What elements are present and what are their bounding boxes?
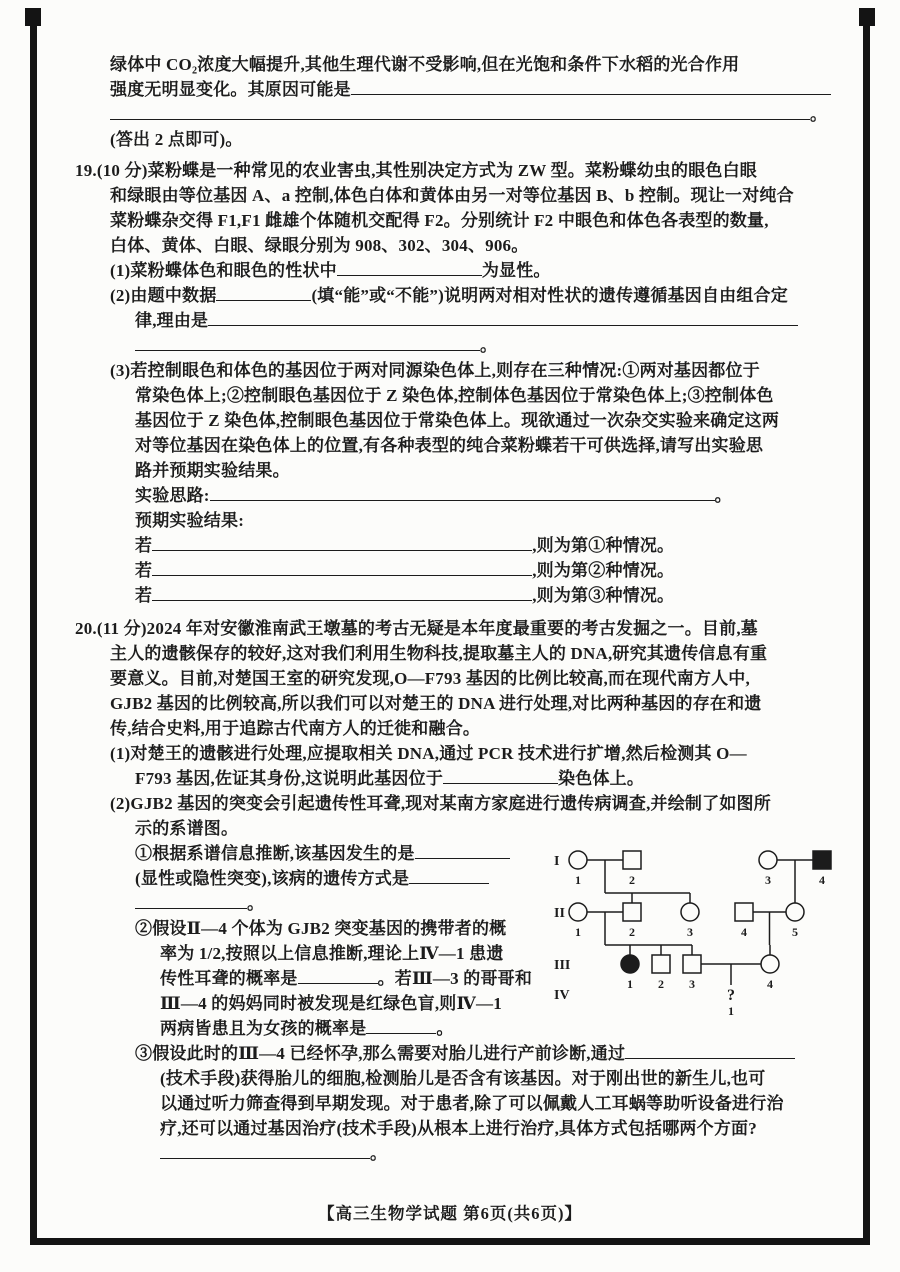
text-run: GJB2 基因的比例较高,所以我们可以对楚王的 DNA 进行处理,对比两种基因的存在和遗: [110, 694, 762, 713]
doc-line: [75, 1141, 845, 1166]
text-run: (答出 2 点即可)。: [110, 130, 243, 149]
text-run: 示的系谱图。: [135, 819, 239, 838]
answer-blank: [366, 1019, 436, 1034]
text-run: (1)菜粉蝶体色和眼色的性状中: [110, 261, 337, 280]
answer-blank: [216, 286, 311, 301]
text-run: Ⅲ—4 的妈妈同时被发现是红绿色盲,则Ⅳ—1: [160, 994, 502, 1013]
doc-line: [75, 533, 845, 558]
doc-line: [75, 483, 845, 508]
page-footer: 【高三生物学试题 第6页(共6页)】: [317, 1204, 583, 1223]
text-run: 疗,还可以通过基因治疗(技术手段)从根本上进行治疗,具体方式包括哪两个方面?: [160, 1119, 757, 1138]
text-run: 对等位基因在染色体上的位置,有各种表型的纯合菜粉蝶若干可供选择,请写出实验思: [135, 436, 764, 455]
answer-blank: [351, 80, 831, 95]
pedigree-number: 2: [629, 873, 635, 887]
female-symbol: [759, 851, 777, 869]
doc-line: [75, 208, 845, 233]
text-run: 。: [480, 336, 498, 355]
doc-line: [75, 283, 845, 308]
doc-line: [75, 408, 845, 433]
text-run: 两病皆患且为女孩的概率是: [160, 1019, 367, 1038]
male-symbol: [652, 955, 670, 973]
text-run: 路并预期实验结果。: [135, 461, 290, 480]
page-border-left: [30, 8, 37, 1245]
text-run: 。: [370, 1144, 388, 1163]
answer-blank: [443, 769, 558, 784]
text-run: ,则为第③种情况。: [532, 586, 675, 605]
generation-label: III: [554, 958, 571, 973]
text-run: 若: [135, 586, 153, 605]
answer-blank: [152, 586, 532, 601]
affected-male-symbol: [813, 851, 831, 869]
answer-blank: [210, 486, 715, 501]
female-symbol: [786, 903, 804, 921]
text-run: ③假设此时的Ⅲ—4 已经怀孕,那么需要对胎儿进行产前诊断,通过: [135, 1044, 626, 1063]
affected-female-symbol: [621, 955, 639, 973]
text-run: 绿体中 CO₂浓度大幅提升,其他生理代谢不受影响,但在光饱和条件下水稻的光合作用: [110, 55, 740, 74]
text-run: (技术手段)获得胎儿的细胞,检测胎儿是否含有该基因。对于刚出世的新生儿,也可: [160, 1069, 766, 1088]
doc-line: [75, 766, 845, 791]
text-run: 基因位于 Z 染色体,控制眼色基因位于常染色体上。现欲通过一次杂交实验来确定这两: [135, 411, 780, 430]
answer-blank: [415, 844, 510, 859]
doc-line: [75, 333, 845, 358]
unknown-child-symbol: ?: [727, 987, 735, 1004]
doc-line: [75, 358, 845, 383]
doc-line: [75, 1041, 845, 1066]
text-run: (显性或隐性突变),该病的遗传方式是: [135, 869, 410, 888]
doc-line: [75, 616, 845, 641]
pedigree-number: 4: [819, 873, 825, 887]
doc-line: [75, 816, 845, 841]
text-run: ,则为第②种情况。: [532, 561, 675, 580]
female-symbol: [761, 955, 779, 973]
answer-blank: [110, 105, 810, 120]
registration-mark-top-right: [859, 8, 875, 26]
doc-line: [75, 558, 845, 583]
text-run: 白体、黄体、白眼、绿眼分别为 908、302、304、906。: [110, 236, 529, 255]
doc-line: [75, 1116, 845, 1141]
doc-line: [75, 158, 845, 183]
doc-line: [75, 1066, 845, 1091]
text-run: 传,结合史料,用于追踪古代南方人的迁徙和融合。: [110, 719, 481, 738]
male-symbol: [735, 903, 753, 921]
answer-blank: [208, 311, 798, 326]
text-run: 20.(11 分)2024 年对安徽淮南武王墩墓的考古无疑是本年度最重要的考古发掘之一。目前,墓: [75, 619, 758, 638]
answer-blank: [152, 536, 532, 551]
text-run: 率为 1/2,按照以上信息推断,理论上Ⅳ—1 患遗: [160, 944, 504, 963]
text-run: ,则为第①种情况。: [532, 536, 675, 555]
pedigree-number: 3: [687, 925, 693, 939]
text-run: 预期实验结果:: [135, 511, 245, 530]
female-symbol: [569, 851, 587, 869]
text-run: 传性耳聋的概率是: [160, 969, 298, 988]
pedigree-number: 1: [627, 977, 633, 991]
answer-blank: [409, 869, 489, 884]
text-run: ①根据系谱信息推断,该基因发生的是: [135, 844, 415, 863]
text-run: 律,理由是: [135, 311, 209, 330]
pedigree-number: 2: [658, 977, 664, 991]
text-run: 。若Ⅲ—3 的哥哥和: [377, 969, 533, 988]
pedigree-number: 2: [629, 925, 635, 939]
male-symbol: [623, 903, 641, 921]
doc-line: [75, 383, 845, 408]
text-run: (填“能”或“不能”)说明两对相对性状的遗传遵循基因自由组合定: [311, 286, 788, 305]
pedigree-figure: [548, 842, 848, 1027]
text-run: (3)若控制眼色和体色的基因位于两对同源染色体上,则存在三种情况:①两对基因都位于: [110, 361, 760, 380]
pedigree-number: 1: [575, 873, 581, 887]
doc-line: [75, 716, 845, 741]
pedigree-number: 3: [765, 873, 771, 887]
answer-blank: [135, 336, 480, 351]
doc-line: [75, 791, 845, 816]
text-run: 以通过听力筛查得到早期发现。对于患者,除了可以佩戴人工耳蜗等助听设备进行治: [160, 1094, 784, 1113]
pedigree-number: 3: [689, 977, 695, 991]
doc-line: [75, 508, 845, 533]
text-run: (2)由题中数据: [110, 286, 217, 305]
doc-line: [75, 1091, 845, 1116]
doc-line: [75, 52, 845, 77]
text-run: 为显性。: [481, 261, 551, 280]
answer-blank: [160, 1144, 370, 1159]
text-run: F793 基因,佐证其身份,这说明此基因位于: [135, 769, 444, 788]
pedigree-number: 4: [767, 977, 773, 991]
text-run: 实验思路:: [135, 486, 210, 505]
text-run: (1)对楚王的遗骸进行处理,应提取相关 DNA,通过 PCR 技术进行扩增,然后检测其 O—: [110, 744, 747, 763]
doc-line: [75, 433, 845, 458]
text-run: 。: [247, 894, 265, 913]
text-run: 要意义。目前,对楚国王室的研究发现,O—F793 基因的比例比较高,而在现代南方人中,: [110, 669, 750, 688]
male-symbol: [623, 851, 641, 869]
text-run: 。: [714, 486, 732, 505]
page-border-bottom: [30, 1238, 870, 1245]
doc-line: [75, 127, 845, 152]
page-border-right: [863, 8, 870, 1245]
answer-blank: [625, 1044, 795, 1059]
text-run: 19.(10 分)菜粉蝶是一种常见的农业害虫,其性别决定方式为 ZW 型。菜粉蝶幼虫的眼色白眼: [75, 161, 758, 180]
doc-line: [75, 691, 845, 716]
male-symbol: [683, 955, 701, 973]
text-run: 菜粉蝶杂交得 F1,F1 雌雄个体随机交配得 F2。分别统计 F2 中眼色和体色各表型的数量,: [110, 211, 769, 230]
text-run: (2)GJB2 基因的突变会引起遗传性耳聋,现对某南方家庭进行遗传病调查,并绘制了如图所: [110, 794, 771, 813]
doc-line: [75, 666, 845, 691]
doc-line: [75, 741, 845, 766]
text-run: 主人的遗骸保存的较好,这对我们利用生物科技,提取墓主人的 DNA,研究其遗传信息有重: [110, 644, 768, 663]
pedigree-number: 5: [792, 925, 798, 939]
doc-line: [75, 258, 845, 283]
generation-label: II: [554, 906, 565, 921]
generation-label: I: [554, 854, 560, 869]
female-symbol: [569, 903, 587, 921]
text-run: 若: [135, 561, 153, 580]
text-run: 若: [135, 536, 153, 555]
doc-line: [75, 102, 845, 127]
answer-blank: [337, 261, 482, 276]
text-run: 强度无明显变化。其原因可能是: [110, 80, 351, 99]
pedigree-number: 1: [575, 925, 581, 939]
text-run: 。: [810, 105, 828, 124]
text-run: 和绿眼由等位基因 A、a 控制,体色白体和黄体由另一对等位基因 B、b 控制。现让一对纯合: [110, 186, 794, 205]
text-run: 。: [436, 1019, 454, 1038]
doc-line: [75, 583, 845, 608]
text-run: 染色体上。: [558, 769, 645, 788]
answer-blank: [152, 561, 532, 576]
doc-line: [75, 233, 845, 258]
doc-line: [75, 641, 845, 666]
doc-line: [75, 458, 845, 483]
doc-line: [75, 183, 845, 208]
doc-line: [75, 77, 845, 102]
female-symbol: [681, 903, 699, 921]
doc-line: [75, 308, 845, 333]
registration-mark-top-left: [25, 8, 41, 26]
pedigree-number: 1: [728, 1004, 734, 1018]
answer-blank: [298, 969, 378, 984]
generation-label: IV: [554, 988, 570, 1003]
pedigree-number: 4: [741, 925, 747, 939]
text-run: 常染色体上;②控制眼色基因位于 Z 染色体,控制体色基因位于常染色体上;③控制体色: [135, 386, 774, 405]
text-run: ②假设Ⅱ—4 个体为 GJB2 突变基因的携带者的概: [135, 919, 507, 938]
answer-blank: [135, 894, 247, 909]
